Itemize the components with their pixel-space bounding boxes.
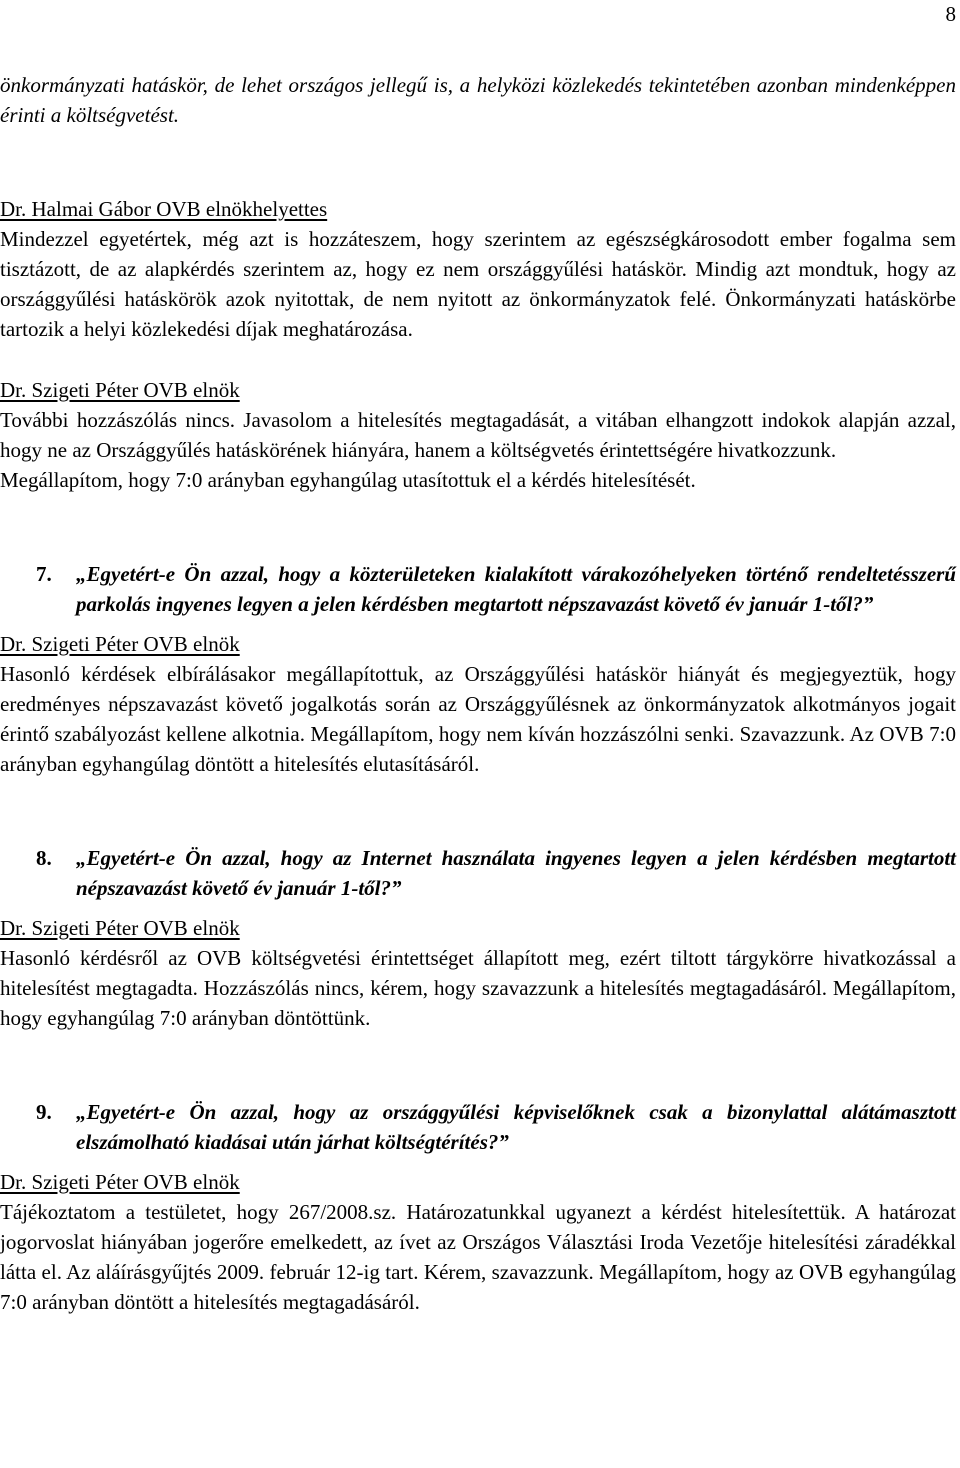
intro-paragraph: önkormányzati hatáskör, de lehet országos jellegű is, a helyközi közlekedés tekintetében azonban mindenképpen érinti a költségvetést. — [0, 73, 956, 127]
question-text: „Egyetért-e Ön azzal, hogy az Internet használata ingyenes legyen a jelen kérdésben megtartott népszavazást követő év január 1-től?” — [76, 846, 956, 900]
speech-paragraph: Tájékoztatom a testületet, hogy 267/2008.sz. Határozatunkkal ugyanezt a kérdést hitelesítettük. A határozat jogorvoslat hiányában jogerőre emelkedett, az ívet az Országos Választási Iroda Vezetője hitelesítési záradékkal látta el. Az aláírásgyűjtés 2009. február 12-ig tart. Kérem, szavazzunk. Megállapítom, hogy az OVB egyhangúlag 7:0 arányban döntött a hitelesítés megtagadásáról. — [0, 1200, 956, 1314]
speaker-heading: Dr. Szigeti Péter OVB elnök — [0, 632, 240, 656]
speech-paragraph: Mindezzel egyetértek, még azt is hozzáteszem, hogy szerintem az egészségkárosodott ember fogalma sem tisztázott, de az alapkérdés szerintem az, hogy ez nem országgyűlési hatáskör. Mindig azt mondtuk, hogy az országgyűlési hatáskörök azok nyitottak, de nem nyitott az önkormányzatok felé. Önkormányzati hatáskörbe tartozik a helyi közlekedési díjak meghatározása. — [0, 227, 956, 341]
question-text: „Egyetért-e Ön azzal, hogy a közterületeken kialakított várakozóhelyeken történő rendeltetésszerű parkolás ingyenes legyen a jelen kérdésben megtartott népszavazást követő év január 1-től?” — [76, 562, 956, 616]
speaker-heading: Dr. Halmai Gábor OVB elnökhelyettes — [0, 197, 328, 221]
question-text: „Egyetért-e Ön azzal, hogy az országgyűlési képviselőknek csak a bizonylattal alátámasztott elszámolható kiadásai után járhat költségtérítés?” — [76, 1100, 956, 1154]
question-item — [0, 843, 956, 903]
spacer — [0, 130, 956, 194]
speech-paragraph: Hasonló kérdésről az OVB költségvetési érintettséget állapított meg, ezért tiltott tárgykörre hivatkozással a hitelesítést megtagadta. Hozzászólás nincs, kérem, hogy szavazzunk a hitelesítés megtagadásáról. Megállapítom, hogy egyhangúlag 7:0 arányban döntöttünk. — [0, 946, 956, 1030]
speech-paragraph: Hasonló kérdések elbírálásakor megállapítottuk, az Országgyűlési hatáskör hiányát és megjegyeztük, hogy eredményes népszavazást követő jogalkotás során az Országgyűlésnek az önkormányzatok alkotmányos jogait érintő szabályozást kellene alkotnia. Megállapítom, hogy nem kíván hozzászólni senki. Szavazzunk. Az OVB 7:0 arányban egyhangúlag döntött a hitelesítés elutasításáról. — [0, 662, 956, 776]
speech-paragraph: További hozzászólás nincs. Javasolom a hitelesítés megtagadását, a vitában elhangzott indokok alapján azzal, hogy ne az Országgyűlés hatáskörének hiányára, hanem a költségvetés érintettségére hivatkozzunk. — [0, 408, 956, 462]
speaker-heading: Dr. Szigeti Péter OVB elnök — [0, 378, 240, 402]
question-number: 7. — [36, 562, 52, 586]
question-item — [0, 559, 956, 619]
spacer — [0, 779, 956, 843]
speaker-heading: Dr. Szigeti Péter OVB elnök — [0, 916, 240, 940]
question-number: 9. — [36, 1100, 52, 1124]
spacer — [0, 495, 956, 559]
question-number: 8. — [36, 846, 52, 870]
document-body — [0, 70, 956, 1317]
spacer — [0, 1033, 956, 1097]
question-item — [0, 1097, 956, 1157]
speech-paragraph: Megállapítom, hogy 7:0 arányban egyhangúlag utasítottuk el a kérdés hitelesítését. — [0, 468, 696, 492]
spacer — [0, 344, 956, 375]
page-number: 8 — [945, 2, 956, 26]
speaker-heading: Dr. Szigeti Péter OVB elnök — [0, 1170, 240, 1194]
